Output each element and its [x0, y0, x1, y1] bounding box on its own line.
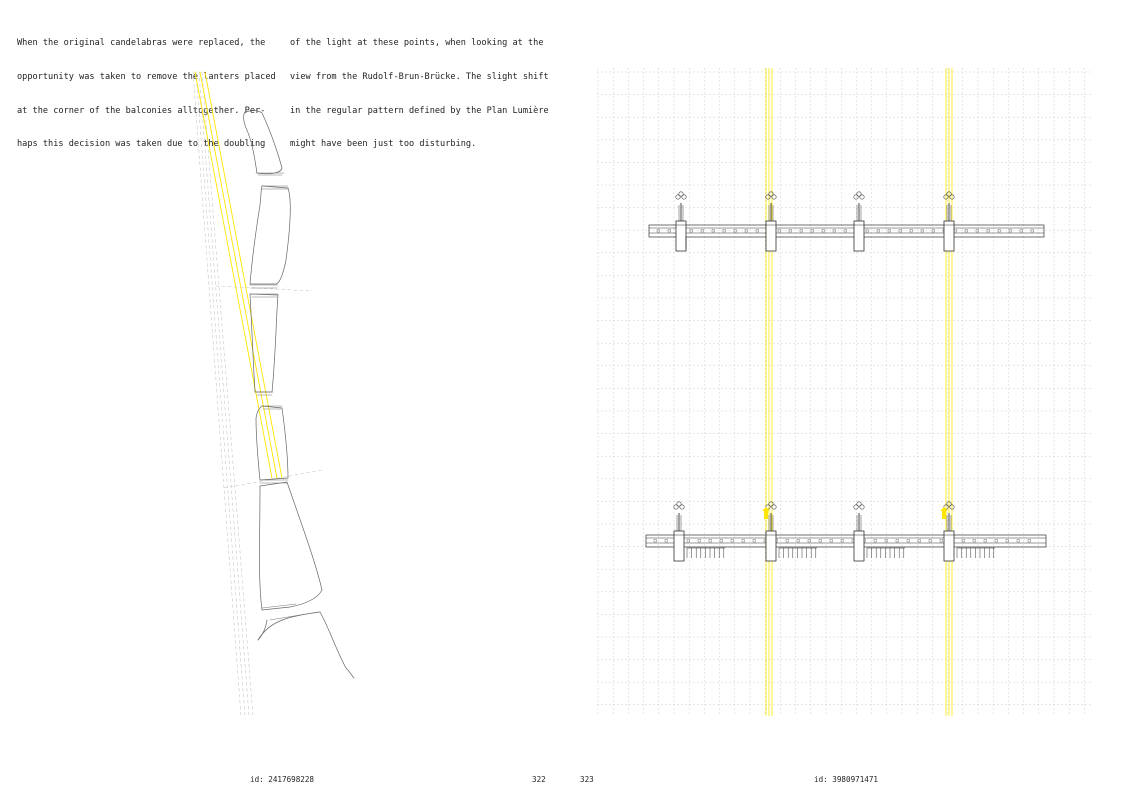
river-plan-drawing — [193, 72, 354, 716]
left-id-label: id: 2417698228 — [250, 775, 315, 784]
grid — [597, 68, 1092, 716]
bridge-elevation-lower — [646, 502, 1046, 561]
highlight-verticals — [766, 68, 952, 716]
text-line: view from the Rudolf-Brun-Brücke. The slight shift — [290, 72, 549, 83]
quay-outlines — [244, 111, 354, 678]
construction-lines — [193, 72, 323, 716]
left-page-number: 322 — [532, 775, 546, 784]
text-line: in the regular pattern defined by the Plan Lumière — [290, 105, 549, 116]
bridge-elevation-upper — [649, 192, 1044, 251]
text-line: haps this decision was taken due to the doubling — [17, 139, 266, 150]
right-page-number: 323 — [580, 775, 594, 784]
text-line: of the light at these points, when looking at the — [290, 38, 544, 49]
right-id-label: id: 3980971471 — [814, 775, 879, 784]
text-line: might have been just too disturbing. — [290, 139, 477, 150]
text-line: opportunity was taken to remove the lanters placed — [17, 72, 276, 83]
text-line: When the original candelabras were replaced, the — [17, 38, 266, 49]
balustrade-ticks — [250, 173, 318, 620]
text-line: at the corner of the balconies alltogether. Per- — [17, 105, 266, 116]
sight-lines — [195, 72, 282, 478]
